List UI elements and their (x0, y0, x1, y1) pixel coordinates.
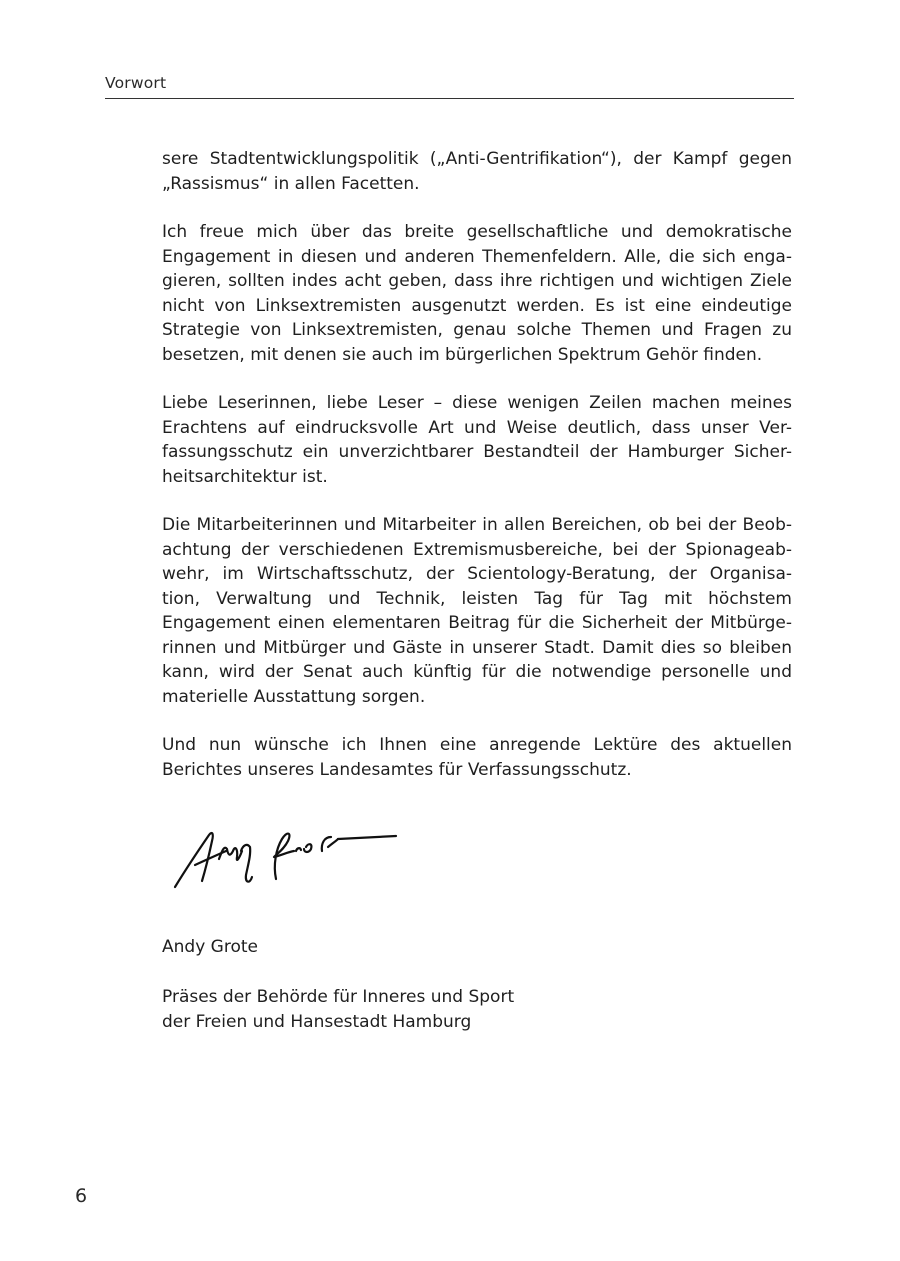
text-line: Ich freue mich über das breite gesellschaftliche und demokratische (162, 222, 792, 242)
running-head: Vorwort (105, 74, 167, 92)
text-line: materielle Ausstattung sorgen. (162, 686, 426, 707)
text-line: sere Stadtentwicklungspolitik („Anti-Gentrifikation“), der Kampf gegen (162, 149, 792, 169)
text-line: Die Mitarbeiterinnen und Mitarbeiter in allen Bereichen, ob bei der Beob- (162, 515, 792, 535)
paragraph (162, 391, 792, 489)
handwritten-signature (170, 815, 420, 900)
text-line: Engagement in diesen und anderen Themenfeldern. Alle, die sich enga- (162, 246, 792, 267)
text-line: kann, wird der Senat auch künftig für die notwendige personelle und (162, 662, 792, 682)
paragraph (162, 733, 792, 782)
signatory-name: Andy Grote (162, 937, 258, 957)
text-line: gieren, sollten indes acht geben, dass ihre richtigen und wichtigen Ziele (162, 271, 792, 291)
title-line: Präses der Behörde für Inneres und Sport (162, 987, 515, 1007)
body-text (162, 147, 792, 806)
text-line: nicht von Linksextremisten ausgenutzt werden. Es ist eine eindeutige (162, 295, 792, 316)
text-line: Berichtes unseres Landesamtes für Verfassungsschutz. (162, 759, 632, 780)
paragraph (162, 513, 792, 709)
paragraph (162, 220, 792, 367)
text-line: Liebe Leserinnen, liebe Leser – diese wenigen Zeilen machen meines (162, 393, 792, 413)
text-line: tion, Verwaltung und Technik, leisten Tag für Tag mit höchstem (162, 588, 792, 609)
text-line: fassungsschutz ein unverzichtbarer Bestandteil der Hamburger Sicher- (162, 442, 792, 462)
text-line: „Rassismus“ in allen Facetten. (162, 173, 420, 194)
text-line: Und nun wünsche ich Ihnen eine anregende Lektüre des aktuellen (162, 735, 792, 755)
text-line: Strategie von Linksextremisten, genau solche Themen und Fragen zu (162, 320, 792, 340)
paragraph (162, 147, 792, 196)
text-line: besetzen, mit denen sie auch im bürgerlichen Spektrum Gehör finden. (162, 344, 763, 365)
page-number: 6 (75, 1185, 88, 1207)
text-line: Engagement einen elementaren Beitrag für die Sicherheit der Mitbürge- (162, 613, 792, 633)
text-line: heitsarchitektur ist. (162, 466, 328, 487)
title-line: der Freien und Hansestadt Hamburg (162, 1011, 472, 1032)
header-rule (105, 98, 794, 99)
text-line: achtung der verschiedenen Extremismusbereiche, bei der Spionageab- (162, 539, 792, 560)
text-line: wehr, im Wirtschaftsschutz, der Scientology-Beratung, der Organisa- (162, 564, 792, 584)
signatory-title (162, 985, 514, 1034)
text-line: Erachtens auf eindrucksvolle Art und Weise deutlich, dass unser Ver- (162, 417, 792, 438)
text-line: rinnen und Mitbürger und Gäste in unserer Stadt. Damit dies so bleiben (162, 637, 792, 658)
